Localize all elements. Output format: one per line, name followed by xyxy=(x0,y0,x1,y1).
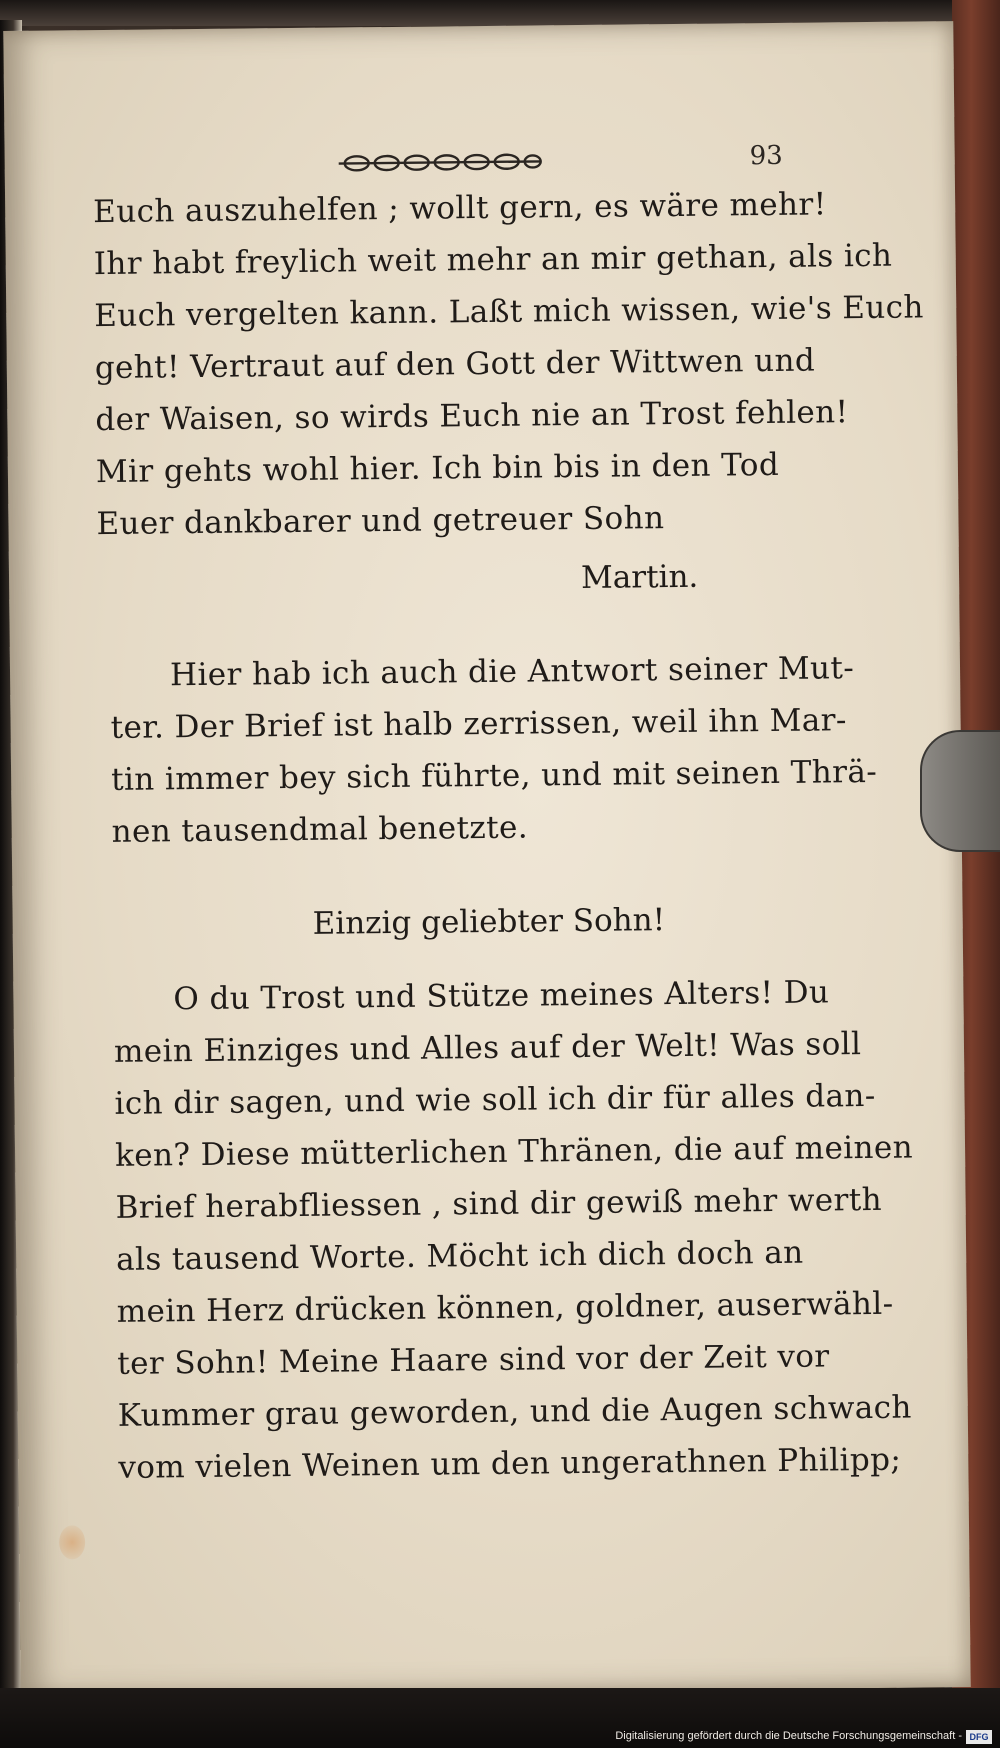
text-line: Mir gehts wohl hier. Ich bin bis in den Tod xyxy=(95,446,780,491)
digitization-credit: Digitalisierung gefördert durch die Deutsche Forschungsgemeinschaft - xyxy=(615,1730,962,1742)
text-line: ich dir sagen, und wie soll ich dir für alles dan- xyxy=(114,1077,876,1122)
foxing-stain xyxy=(59,1525,85,1559)
page-number: 93 xyxy=(749,140,783,172)
text-line: Ihr habt freylich weit mehr an mir gethan, als ich xyxy=(93,237,893,283)
text-line: Hier hab ich auch die Antwort seiner Mut- xyxy=(169,650,855,694)
text-line: Euch vergelten kann. Laßt mich wissen, wie's Euch xyxy=(94,289,924,335)
text-line: als tausend Worte. Möcht ich dich doch an xyxy=(115,1234,804,1278)
text-line: ter. Der Brief ist halb zerrissen, weil ihn Mar- xyxy=(110,702,847,746)
book-page xyxy=(3,21,970,1697)
text-line: Euch auszuhelfen ; wollt gern, es wäre mehr! xyxy=(93,186,827,231)
letter-salutation: Einzig geliebter Sohn! xyxy=(312,902,666,942)
text-line: ter Sohn! Meine Haare sind vor der Zeit vor xyxy=(117,1338,830,1382)
text-line: der Waisen, so wirds Euch nie an Trost fehlen! xyxy=(95,394,849,439)
text-line: Kummer grau geworden, und die Augen schwach xyxy=(117,1389,912,1434)
book-clasp xyxy=(920,730,1000,852)
text-line: geht! Vertraut auf den Gott der Wittwen und xyxy=(94,342,816,387)
text-line: Euer dankbarer und getreuer Sohn xyxy=(96,500,665,543)
ornament-icon xyxy=(335,150,545,174)
text-line: nen tausendmal benetzte. xyxy=(111,809,529,850)
text-line: mein Herz drücken können, goldner, auserwähl- xyxy=(116,1285,894,1330)
text-line: tin immer bey sich führte, und mit seinen Thrä- xyxy=(110,753,878,798)
text-line: vom vielen Weinen um den ungerathnen Philipp; xyxy=(118,1441,902,1486)
text-line: O du Trost und Stütze meines Alters! Du xyxy=(173,974,830,1018)
text-line: ken? Diese mütterlichen Thränen, die auf meinen xyxy=(114,1129,914,1174)
dfg-logo: DFG xyxy=(966,1730,992,1744)
letter-signature: Martin. xyxy=(580,558,699,596)
text-line: Brief herabfliessen , sind dir gewiß mehr werth xyxy=(115,1181,883,1226)
text-line: mein Einziges und Alles auf der Welt! Was soll xyxy=(113,1026,862,1070)
